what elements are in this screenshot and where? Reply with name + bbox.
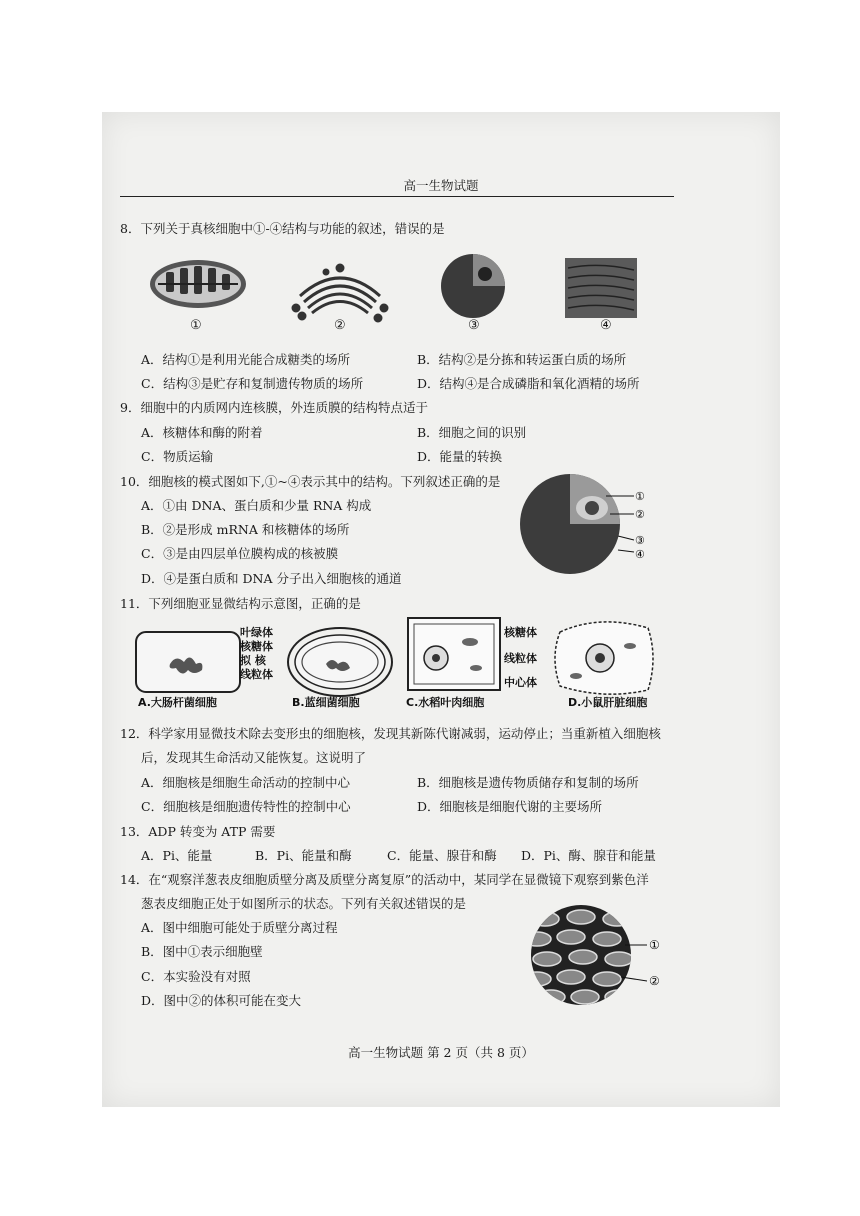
- q11-b-label-ribosome: 核糖体: [240, 640, 273, 653]
- ecoli-cell-image: [136, 632, 240, 692]
- q11-stem: 11．下列细胞亚显微结构示意图，正确的是: [120, 596, 361, 611]
- q12-option-c: C．细胞核是细胞遗传特性的控制中心: [141, 799, 351, 814]
- q10-option-c: C．③是由四层单位膜构成的核被膜: [141, 546, 339, 561]
- q9-stem: 9．细胞中的内质网内连核膜，外连质膜的结构特点适于: [120, 400, 428, 415]
- page-header: 高一生物试题: [403, 178, 479, 193]
- q11-caption-b: B.蓝细菌细胞: [292, 696, 360, 709]
- q12-stem-line1: 12．科学家用显微技术除去变形虫的细胞核，发现其新陈代谢减弱，运动停止；当重新植入细胞核: [120, 726, 661, 741]
- q11-caption-a: A.大肠杆菌细胞: [138, 696, 217, 709]
- q11-b-label-nucleoid: 拟 核: [240, 654, 266, 667]
- q8-option-b: B．结构②是分拣和转运蛋白质的场所: [417, 352, 627, 367]
- q8-label-3: ③: [468, 318, 480, 333]
- q11-cell-figures: [130, 612, 670, 712]
- q14-label-2: ②: [649, 974, 660, 988]
- q10-nucleus-figure: [510, 470, 680, 580]
- q13-option-a: A．Pi、能量: [141, 848, 213, 863]
- q11-caption-c: C.水稻叶肉细胞: [406, 696, 485, 709]
- q9-option-b: B．细胞之间的识别: [417, 425, 527, 440]
- golgi-image: [293, 265, 387, 321]
- q13-option-b: B．Pi、能量和酶: [255, 848, 352, 863]
- q14-option-c: C．本实验没有对照: [141, 969, 251, 984]
- q14-stem-line1: 14．在“观察洋葱表皮细胞质壁分离及质壁分离复原”的活动中，某同学在显微镜下观察到紫色洋: [120, 872, 649, 887]
- q9-option-a: A．核糖体和酶的附着: [141, 425, 263, 440]
- q14-stem-line2: 葱表皮细胞正处于如图所示的状态。下列有关叙述错误的是: [141, 896, 467, 911]
- q14-micrograph-figure: [525, 905, 675, 1015]
- cyanobacterium-cell-image: [288, 628, 392, 696]
- q10-stem: 10．细胞核的模式图如下,①~④表示其中的结构。下列叙述正确的是: [120, 474, 501, 489]
- q10-option-d: D．④是蛋白质和 DNA 分子出入细胞核的通道: [141, 571, 402, 586]
- nucleus-image: [441, 254, 505, 318]
- q11-c-label-centrosome: 中心体: [504, 676, 537, 689]
- q12-option-b: B．细胞核是遗传物质储存和复制的场所: [417, 775, 639, 790]
- q14-option-b: B．图中①表示细胞壁: [141, 944, 263, 959]
- mouse-liver-cell-image: [555, 622, 653, 694]
- q8-label-2: ②: [334, 318, 346, 333]
- q13-stem: 13．ADP 转变为 ATP 需要: [120, 824, 276, 839]
- q8-option-d: D．结构④是合成磷脂和氧化酒精的场所: [417, 376, 640, 391]
- q10-label-4: ④: [635, 548, 645, 561]
- q8-label-1: ①: [190, 318, 202, 333]
- q14-option-d: D．图中②的体积可能在变大: [141, 993, 302, 1008]
- q10-label-1: ①: [635, 490, 645, 503]
- q13-option-d: D．Pi、酶、腺苷和能量: [521, 848, 656, 863]
- q12-stem-line2: 后，发现其生命活动又能恢复。这说明了: [141, 750, 367, 765]
- q12-option-d: D．细胞核是细胞代谢的主要场所: [417, 799, 603, 814]
- q11-b-label-mitochondrion: 线粒体: [240, 668, 273, 681]
- q8-organelle-figures: [140, 250, 700, 340]
- q10-label-2: ②: [635, 508, 645, 521]
- q13-option-c: C．能量、腺苷和酶: [387, 848, 497, 863]
- q14-option-a: A．图中细胞可能处于质壁分离过程: [141, 920, 338, 935]
- q11-c-label-mitochondrion: 线粒体: [504, 652, 537, 665]
- q8-label-4: ④: [600, 318, 612, 333]
- page-footer: 高一生物试题 第 2 页（共 8 页）: [348, 1045, 534, 1060]
- q9-option-c: C．物质运输: [141, 449, 214, 464]
- q12-option-a: A．细胞核是细胞生命活动的控制中心: [141, 775, 351, 790]
- q11-c-label-ribosome: 核糖体: [504, 626, 537, 639]
- header-rule: [120, 196, 674, 197]
- q10-label-3: ③: [635, 534, 645, 547]
- q9-option-d: D．能量的转换: [417, 449, 503, 464]
- q14-label-1: ①: [649, 938, 660, 952]
- endoplasmic-reticulum-image: [565, 258, 637, 318]
- q11-caption-d: D.小鼠肝脏细胞: [568, 696, 648, 709]
- q10-option-a: A．①由 DNA、蛋白质和少量 RNA 构成: [141, 498, 372, 513]
- chloroplast-image: [150, 260, 246, 308]
- q8-option-a: A．结构①是利用光能合成糖类的场所: [141, 352, 351, 367]
- q8-option-c: C．结构③是贮存和复制遗传物质的场所: [141, 376, 364, 391]
- q8-stem: 8．下列关于真核细胞中①-④结构与功能的叙述，错误的是: [120, 221, 445, 236]
- q11-b-label-chloroplast: 叶绿体: [240, 626, 273, 639]
- rice-leaf-cell-image: [408, 618, 500, 690]
- q10-option-b: B．②是形成 mRNA 和核糖体的场所: [141, 522, 350, 537]
